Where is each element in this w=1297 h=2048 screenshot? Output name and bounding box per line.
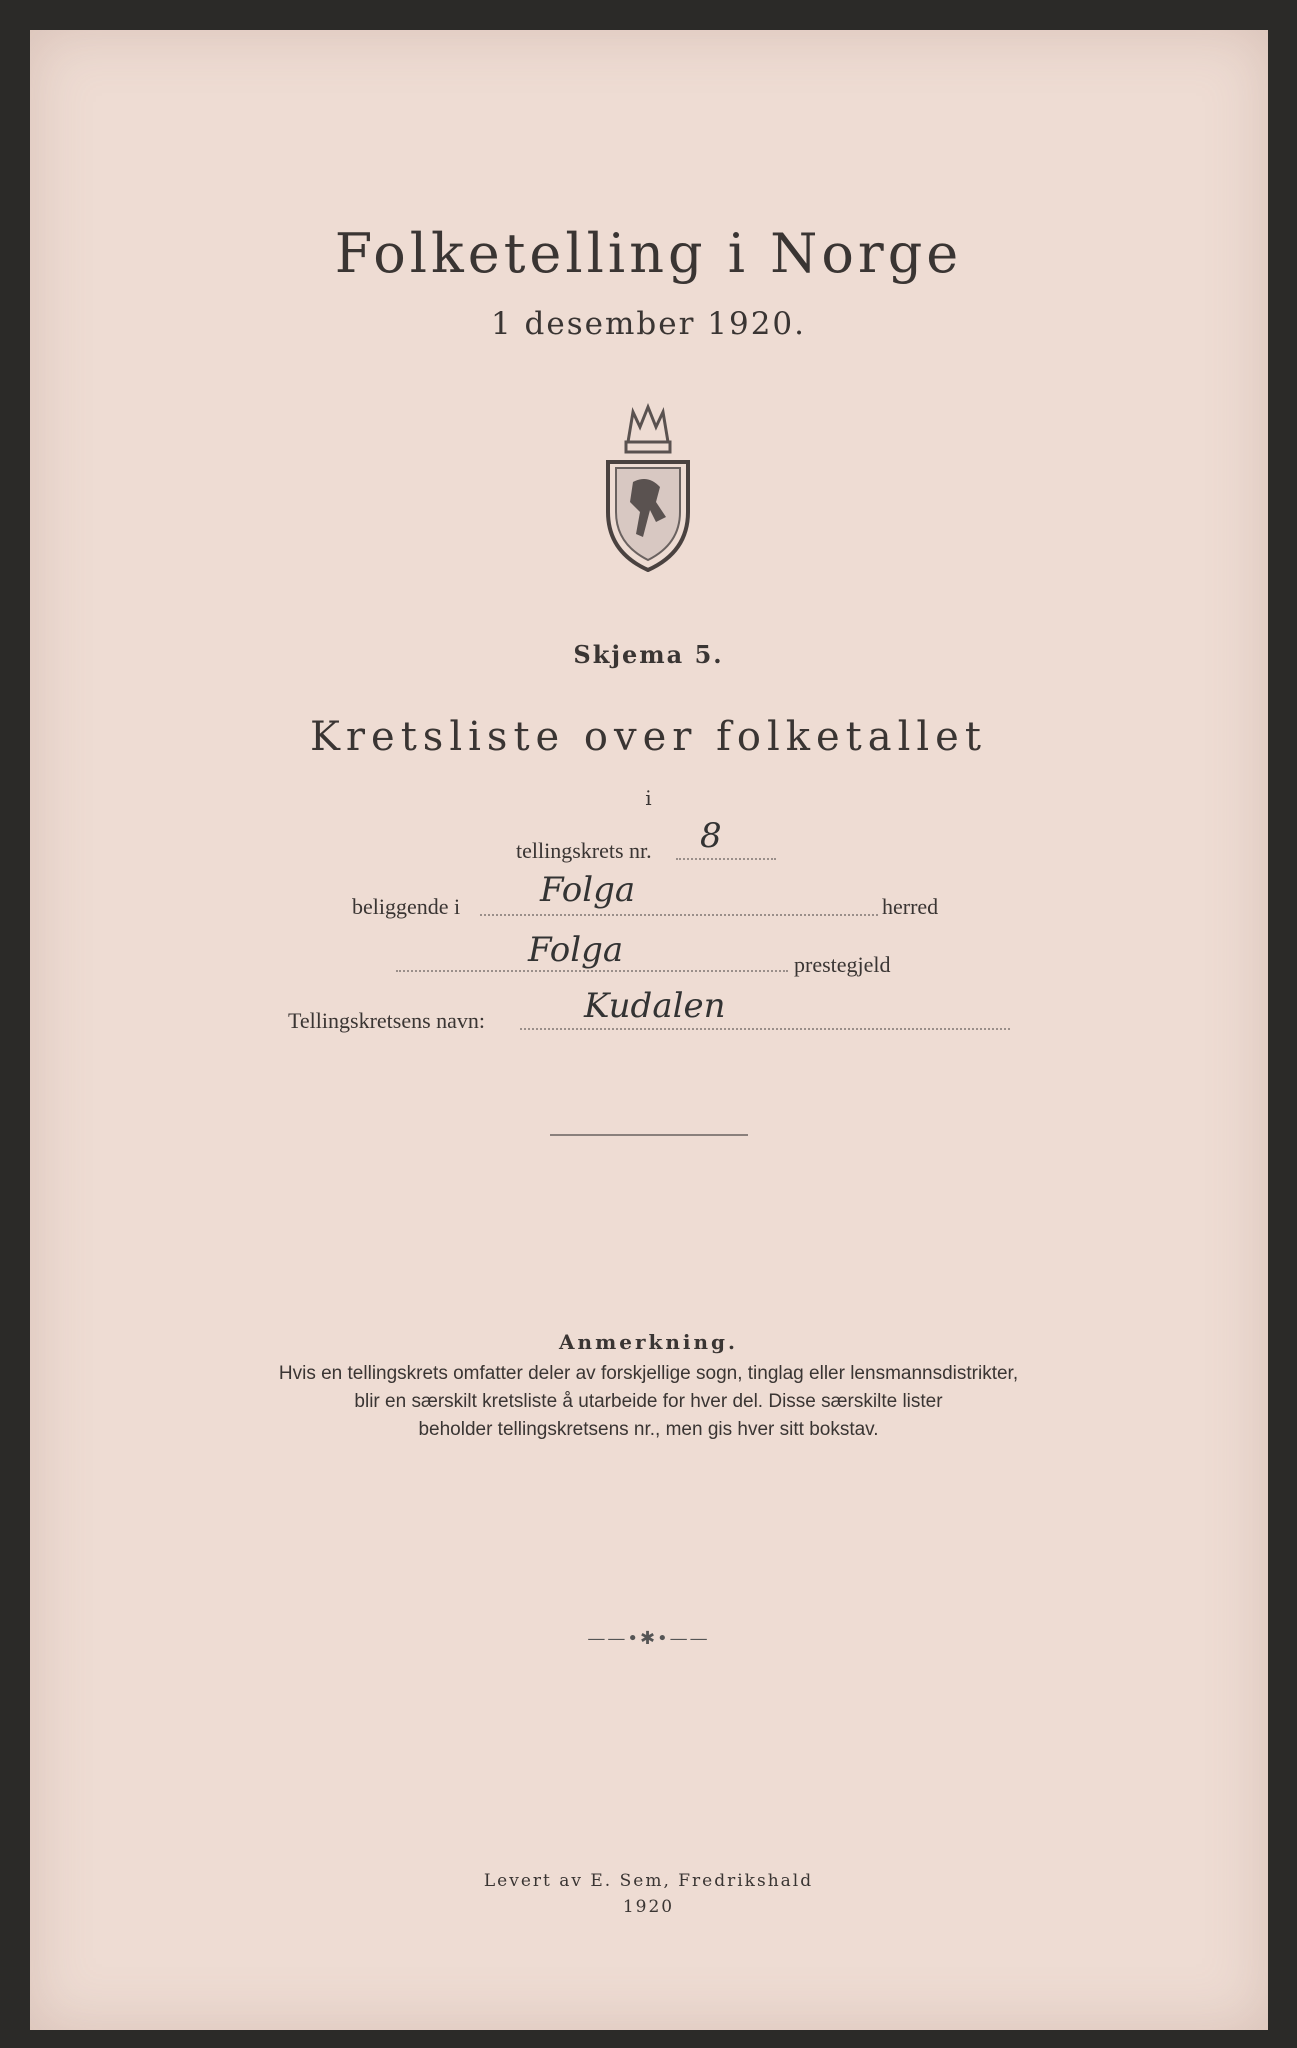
krets-line — [676, 858, 776, 860]
herred-line — [480, 914, 878, 916]
printer-line: Levert av E. Sem, Fredrikshald — [483, 1871, 814, 1891]
form-heading: Kretsliste over folketallet — [310, 714, 987, 760]
krets-value[interactable]: 8 — [700, 816, 722, 856]
note-title: Anmerkning. — [559, 1330, 738, 1354]
navn-label: Tellingskretsens navn: — [288, 1008, 486, 1033]
schema-number: Skjema 5. — [573, 640, 724, 669]
preposition: i — [645, 786, 652, 810]
herred-prefix: beliggende i — [352, 894, 461, 919]
note-line-1: Hvis en tellingskrets omfatter deler av forskjellige sogn, tinglag eller lensmannsdistrikter, — [278, 1363, 1019, 1384]
ornament: ——•✱•—— — [587, 1628, 710, 1649]
prestegjeld-value[interactable]: Folga — [528, 930, 624, 970]
coat-of-arms-icon — [598, 402, 698, 572]
navn-value[interactable]: Kudalen — [584, 986, 726, 1026]
herred-value[interactable]: Folga — [540, 870, 636, 910]
prestegjeld-suffix: prestegjeld — [794, 952, 891, 977]
printer-year: 1920 — [622, 1897, 675, 1917]
krets-label: tellingskrets nr. — [516, 838, 652, 863]
herred-suffix: herred — [882, 894, 939, 919]
note-line-2: blir en særskilt kretsliste å utarbeide for hver del. Disse særskilte lister — [354, 1391, 943, 1412]
census-date: 1 desember 1920. — [490, 306, 807, 342]
navn-line — [520, 1028, 1010, 1030]
prestegjeld-line — [396, 970, 788, 972]
page-title: Folketelling i Norge — [334, 222, 963, 285]
note-line-3: beholder tellingskretsens nr., men gis hver sitt bokstav. — [418, 1419, 879, 1440]
divider — [550, 1134, 748, 1136]
